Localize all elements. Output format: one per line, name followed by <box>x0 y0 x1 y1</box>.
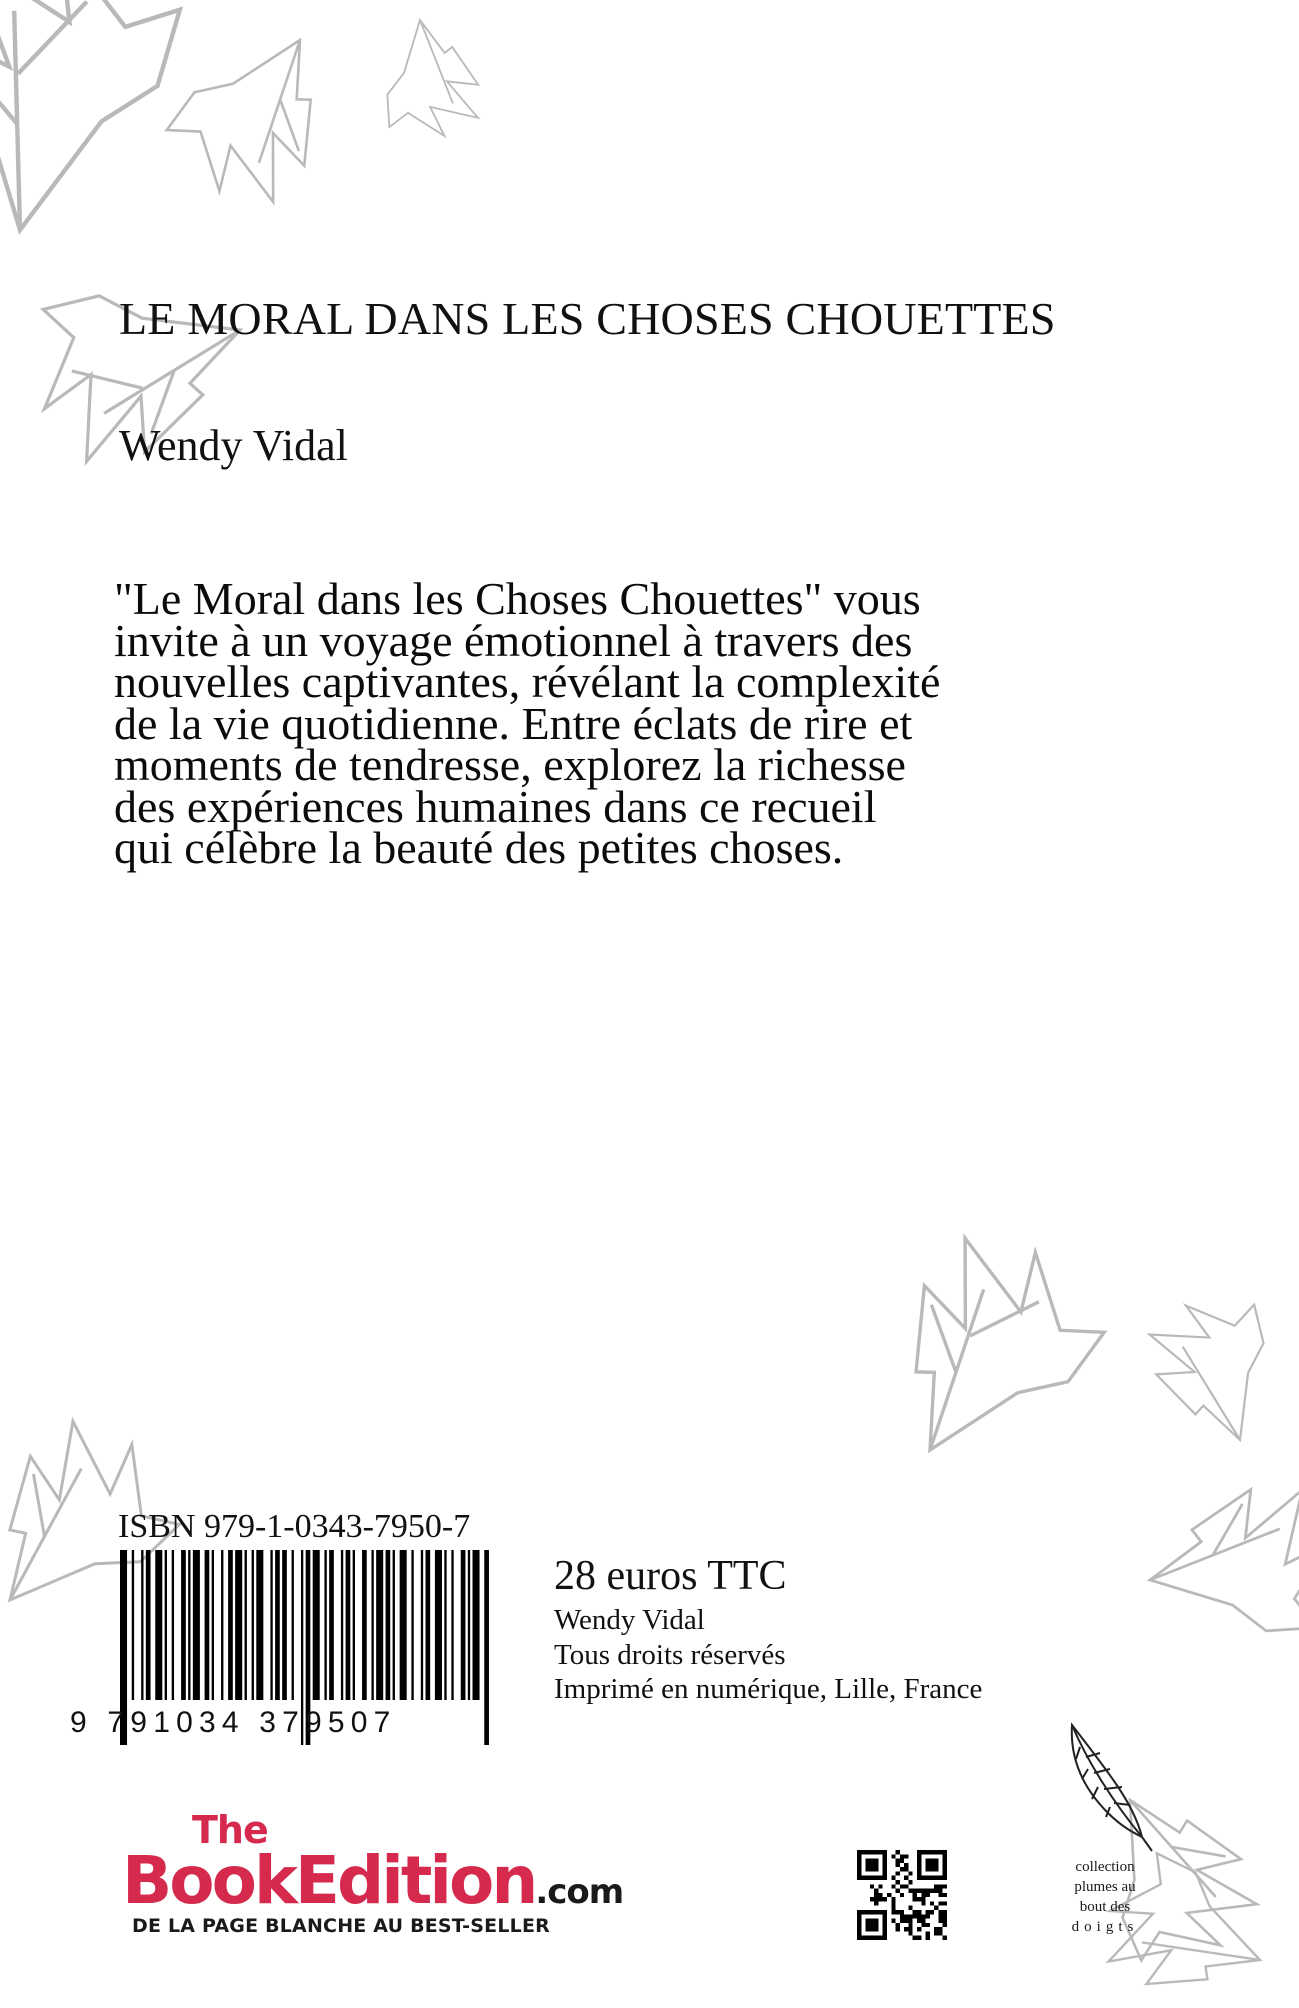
qr-module <box>883 1927 887 1931</box>
qr-module <box>917 1914 921 1918</box>
qr-module <box>904 1884 908 1888</box>
qr-module <box>891 1910 895 1914</box>
barcode-bar <box>371 1550 373 1700</box>
qr-module <box>857 1914 861 1918</box>
qr-module <box>926 1876 930 1880</box>
barcode-bar <box>165 1550 167 1700</box>
barcode-bar <box>468 1550 470 1700</box>
isbn-label: ISBN 979-1-0343-7950-7 <box>118 1508 471 1545</box>
barcode-bar <box>376 1550 383 1700</box>
qr-module <box>870 1884 874 1888</box>
feather-icon <box>1030 1717 1180 1857</box>
qr-module <box>943 1901 947 1905</box>
qr-module <box>913 1893 917 1897</box>
book-title: LE MORAL DANS LES CHOSES CHOUETTES <box>119 293 1056 344</box>
book-author: Wendy Vidal <box>119 421 348 470</box>
qr-module <box>943 1910 947 1914</box>
qr-module <box>878 1893 882 1897</box>
qr-module <box>878 1910 882 1914</box>
qr-module <box>930 1859 934 1863</box>
maple-leaf-icon <box>366 20 506 163</box>
qr-module <box>896 1871 900 1875</box>
qr-module <box>883 1876 887 1880</box>
qr-module <box>926 1936 930 1940</box>
qr-module <box>908 1919 912 1923</box>
qr-module <box>904 1854 908 1858</box>
maple-leaf-icon <box>1150 1447 1299 1664</box>
qr-module <box>917 1871 921 1875</box>
qr-module <box>943 1893 947 1897</box>
qr-module <box>870 1876 874 1880</box>
qr-module <box>938 1850 942 1854</box>
barcode-bar <box>245 1550 247 1700</box>
qr-module <box>900 1914 904 1918</box>
qr-module <box>896 1850 900 1854</box>
qr-module <box>943 1884 947 1888</box>
qr-module <box>900 1919 904 1923</box>
qr-module <box>926 1850 930 1854</box>
qr-module <box>917 1863 921 1867</box>
barcode-bar <box>473 1550 480 1700</box>
qr-module <box>874 1859 878 1863</box>
barcode-bar <box>329 1550 334 1700</box>
qr-module <box>943 1871 947 1875</box>
qr-module <box>930 1901 934 1905</box>
qr-module <box>913 1897 917 1901</box>
qr-module <box>913 1914 917 1918</box>
qr-module <box>921 1901 925 1905</box>
qr-module <box>883 1850 887 1854</box>
qr-module <box>934 1867 938 1871</box>
qr-module <box>896 1880 900 1884</box>
qr-module <box>904 1867 908 1871</box>
qr-module <box>883 1910 887 1914</box>
maple-leaf-icon <box>866 1205 1122 1450</box>
maple-leaf-icon <box>0 0 222 230</box>
qr-module <box>883 1859 887 1863</box>
qr-module <box>930 1889 934 1893</box>
logo-name <box>122 1842 623 1919</box>
logo-the: The <box>192 1808 268 1852</box>
barcode-bar <box>292 1550 294 1700</box>
collection-mark <box>1030 1717 1180 1987</box>
qr-module <box>857 1863 861 1867</box>
qr-module <box>861 1876 865 1880</box>
qr-module <box>866 1936 870 1940</box>
barcode-bar <box>386 1550 391 1700</box>
barcode-bar <box>275 1550 280 1700</box>
barcode-bar <box>193 1550 200 1700</box>
qr-module <box>917 1859 921 1863</box>
barcode-bar <box>188 1550 190 1700</box>
qr-module <box>878 1936 882 1940</box>
qr-module <box>921 1897 925 1901</box>
qr-module <box>934 1850 938 1854</box>
maple-leaf-icon <box>153 40 349 228</box>
qr-module <box>934 1863 938 1867</box>
qr-module <box>896 1863 900 1867</box>
qr-module <box>926 1931 930 1935</box>
barcode-bar <box>341 1550 343 1700</box>
barcode-bar <box>362 1550 367 1700</box>
collection-line: collection <box>1075 1859 1135 1875</box>
qr-module <box>938 1927 942 1931</box>
qr-module <box>926 1859 930 1863</box>
qr-module <box>908 1906 912 1910</box>
qr-module <box>908 1914 912 1918</box>
qr-module <box>866 1867 870 1871</box>
barcode-bar <box>400 1550 407 1700</box>
info-rights: Tous droits réservés <box>554 1639 786 1671</box>
qr-module <box>883 1863 887 1867</box>
qr-module <box>900 1884 904 1888</box>
qr-module <box>870 1910 874 1914</box>
qr-module <box>896 1889 900 1893</box>
qr-module <box>917 1867 921 1871</box>
qr-module <box>883 1914 887 1918</box>
barcode-bar <box>235 1550 242 1700</box>
qr-module <box>900 1893 904 1897</box>
logo-brand: BookEdition <box>122 1842 536 1919</box>
qr-module <box>908 1889 912 1893</box>
qr-module <box>866 1923 870 1927</box>
qr-module <box>874 1901 878 1905</box>
qr-module <box>883 1897 887 1901</box>
info-author: Wendy Vidal <box>554 1604 705 1636</box>
qr-module <box>900 1854 904 1858</box>
barcode-bar <box>270 1550 272 1700</box>
qr-module <box>908 1931 912 1935</box>
qr-module <box>857 1854 861 1858</box>
qr-module <box>896 1923 900 1927</box>
qr-module <box>917 1889 921 1893</box>
qr-module <box>874 1889 878 1893</box>
qr-module <box>874 1919 878 1923</box>
qr-module <box>883 1867 887 1871</box>
qr-module <box>857 1936 861 1940</box>
price: 28 euros TTC <box>554 1553 787 1599</box>
qr-module <box>943 1850 947 1854</box>
qr-module <box>874 1850 878 1854</box>
qr-module <box>874 1863 878 1867</box>
qr-module <box>874 1927 878 1931</box>
maple-leaf-icon <box>1126 1275 1285 1440</box>
qr-module <box>866 1910 870 1914</box>
barcode-bar <box>155 1550 162 1700</box>
qr-module <box>896 1927 900 1931</box>
qr-module <box>938 1931 942 1935</box>
qr-module <box>870 1919 874 1923</box>
barcode-bar <box>411 1550 413 1700</box>
barcode-bar <box>132 1550 134 1700</box>
barcode-bar <box>205 1550 210 1700</box>
barcode-bar <box>451 1550 453 1700</box>
qr-module <box>917 1927 921 1931</box>
qr-module <box>943 1936 947 1940</box>
qr-module <box>917 1854 921 1858</box>
qr-module <box>891 1854 895 1858</box>
barcode-bar <box>228 1550 233 1700</box>
qr-module <box>943 1863 947 1867</box>
qr-module <box>874 1923 878 1927</box>
qr-module <box>883 1936 887 1940</box>
qr-module <box>908 1923 912 1927</box>
qr-module <box>913 1910 917 1914</box>
qr-module <box>943 1867 947 1871</box>
qr-module <box>921 1889 925 1893</box>
qr-module <box>870 1859 874 1863</box>
qr-module <box>891 1901 895 1905</box>
qr-module <box>943 1876 947 1880</box>
barcode-bar <box>461 1550 466 1700</box>
collection-line: bout des <box>1079 1899 1131 1915</box>
qr-module <box>857 1919 861 1923</box>
qr-module <box>938 1901 942 1905</box>
qr-module <box>926 1863 930 1867</box>
qr-module <box>943 1859 947 1863</box>
qr-module <box>870 1867 874 1871</box>
qr-module <box>857 1931 861 1935</box>
qr-module <box>878 1876 882 1880</box>
qr-module <box>938 1876 942 1880</box>
qr-module <box>866 1927 870 1931</box>
qr-module <box>908 1871 912 1875</box>
qr-module <box>883 1854 887 1858</box>
qr-module <box>921 1919 925 1923</box>
qr-module <box>891 1884 895 1888</box>
qr-module <box>904 1863 908 1867</box>
barcode-bar <box>256 1550 263 1700</box>
barcode-bar <box>313 1550 320 1700</box>
qr-module <box>926 1923 930 1927</box>
qr-module <box>891 1897 895 1901</box>
qr-module <box>934 1931 938 1935</box>
qr-module <box>934 1927 938 1931</box>
qr-module <box>921 1893 925 1897</box>
qr-module <box>857 1859 861 1863</box>
qr-module <box>891 1906 895 1910</box>
logo-domain: .com <box>535 1872 624 1912</box>
qr-module <box>883 1919 887 1923</box>
barcode-bar <box>252 1550 254 1700</box>
qr-module <box>938 1910 942 1914</box>
barcode-bar <box>353 1550 355 1700</box>
qr-module <box>921 1914 925 1918</box>
qr-module <box>861 1936 865 1940</box>
qr-module <box>896 1910 900 1914</box>
qr-module <box>934 1876 938 1880</box>
qr-module <box>921 1850 925 1854</box>
collection-line: doigts <box>1071 1919 1139 1935</box>
qr-module <box>921 1923 925 1927</box>
qr-module <box>878 1850 882 1854</box>
qr-module <box>870 1850 874 1854</box>
qr-module <box>930 1867 934 1871</box>
barcode-bar <box>141 1550 143 1700</box>
qr-module <box>926 1893 930 1897</box>
qr-module <box>917 1876 921 1880</box>
barcode-bar <box>444 1550 446 1700</box>
qr-module <box>866 1863 870 1867</box>
qr-module <box>866 1919 870 1923</box>
qr-module <box>934 1906 938 1910</box>
qr-module <box>874 1936 878 1940</box>
publisher-logo <box>122 1808 722 1938</box>
barcode-bar <box>393 1550 395 1700</box>
qr-module <box>926 1867 930 1871</box>
barcode-bar <box>421 1550 423 1700</box>
qr-module <box>857 1923 861 1927</box>
barcode-bar <box>172 1550 174 1700</box>
qr-module <box>883 1923 887 1927</box>
qr-module <box>943 1914 947 1918</box>
qr-module <box>891 1876 895 1880</box>
qr-module <box>904 1914 908 1918</box>
qr-module <box>870 1923 874 1927</box>
qr-module <box>887 1893 891 1897</box>
qr-module <box>934 1889 938 1893</box>
qr-module <box>934 1884 938 1888</box>
qr-module <box>857 1850 861 1854</box>
qr-module <box>874 1910 878 1914</box>
qr-module <box>896 1859 900 1863</box>
qr-module <box>917 1910 921 1914</box>
info-printing: Imprimé en numérique, Lille, France <box>554 1673 983 1705</box>
qr-module <box>913 1889 917 1893</box>
barcode-bar <box>221 1550 223 1700</box>
qr-module <box>883 1871 887 1875</box>
qr-module <box>938 1919 942 1923</box>
qr-module <box>926 1889 930 1893</box>
qr-module <box>874 1867 878 1871</box>
qr-module <box>917 1850 921 1854</box>
qr-module <box>938 1884 942 1888</box>
qr-module <box>930 1863 934 1867</box>
qr-module <box>870 1897 874 1901</box>
qr-module <box>917 1919 921 1923</box>
barcode-bar <box>324 1550 326 1700</box>
qr-module <box>891 1919 895 1923</box>
qr-module <box>900 1859 904 1863</box>
barcode-bar <box>426 1550 431 1700</box>
qr-module <box>857 1867 861 1871</box>
qr-module <box>870 1863 874 1867</box>
qr-module <box>938 1914 942 1918</box>
book-blurb: "Le Moral dans les Choses Chouettes" vous invite à un voyage émotionnel à travers des nouvelles captivantes, révélant la complexité de la vie quotidienne. Entre éclats de rire et moments de tendresse, explorez la richesse des expériences humaines dans ce recueil qui célèbre la beauté des petites choses. <box>114 573 941 873</box>
qr-module <box>930 1910 934 1914</box>
qr-module <box>926 1910 930 1914</box>
qr-module <box>917 1897 921 1901</box>
qr-module <box>870 1927 874 1931</box>
barcode-digits: 9 791034 379507 <box>70 1706 397 1739</box>
barcode-bar <box>212 1550 214 1700</box>
qr-module <box>878 1884 882 1888</box>
qr-module <box>900 1867 904 1871</box>
qr-module <box>874 1897 878 1901</box>
qr-module <box>857 1876 861 1880</box>
qr-module <box>943 1854 947 1858</box>
qr-module <box>904 1876 908 1880</box>
barcode-bar <box>435 1550 442 1700</box>
qr-module <box>943 1919 947 1923</box>
qr-module <box>930 1876 934 1880</box>
qr-module <box>934 1859 938 1863</box>
qr-module <box>913 1936 917 1940</box>
qr-module <box>878 1897 882 1901</box>
qr-module <box>917 1936 921 1940</box>
qr-module <box>866 1850 870 1854</box>
qr-module <box>908 1880 912 1884</box>
barcode-bar <box>181 1550 186 1700</box>
qr-module <box>943 1923 947 1927</box>
qr-module <box>926 1914 930 1918</box>
qr-module <box>883 1931 887 1935</box>
qr-module <box>904 1919 908 1923</box>
qr-module <box>874 1876 878 1880</box>
qr-module <box>857 1871 861 1875</box>
qr-module <box>870 1936 874 1940</box>
qr-module <box>938 1893 942 1897</box>
qr-module <box>866 1876 870 1880</box>
qr-module <box>900 1910 904 1914</box>
qr-module <box>857 1910 861 1914</box>
qr-module <box>908 1927 912 1931</box>
qr-module <box>874 1893 878 1897</box>
qr-module <box>904 1927 908 1931</box>
logo-tagline: DE LA PAGE BLANCHE AU BEST-SELLER <box>132 1915 550 1937</box>
barcode-bar <box>346 1550 351 1700</box>
qr-module <box>938 1889 942 1893</box>
qr-code <box>857 1850 947 1940</box>
collection-line: plumes au <box>1074 1879 1136 1895</box>
qr-module <box>930 1850 934 1854</box>
barcode-bar <box>282 1550 287 1700</box>
collection-name <box>1030 1857 1180 1937</box>
barcode-bar <box>146 1550 151 1700</box>
qr-module <box>857 1927 861 1931</box>
qr-module <box>921 1876 925 1880</box>
qr-module <box>866 1859 870 1863</box>
qr-module <box>861 1850 865 1854</box>
qr-module <box>861 1910 865 1914</box>
